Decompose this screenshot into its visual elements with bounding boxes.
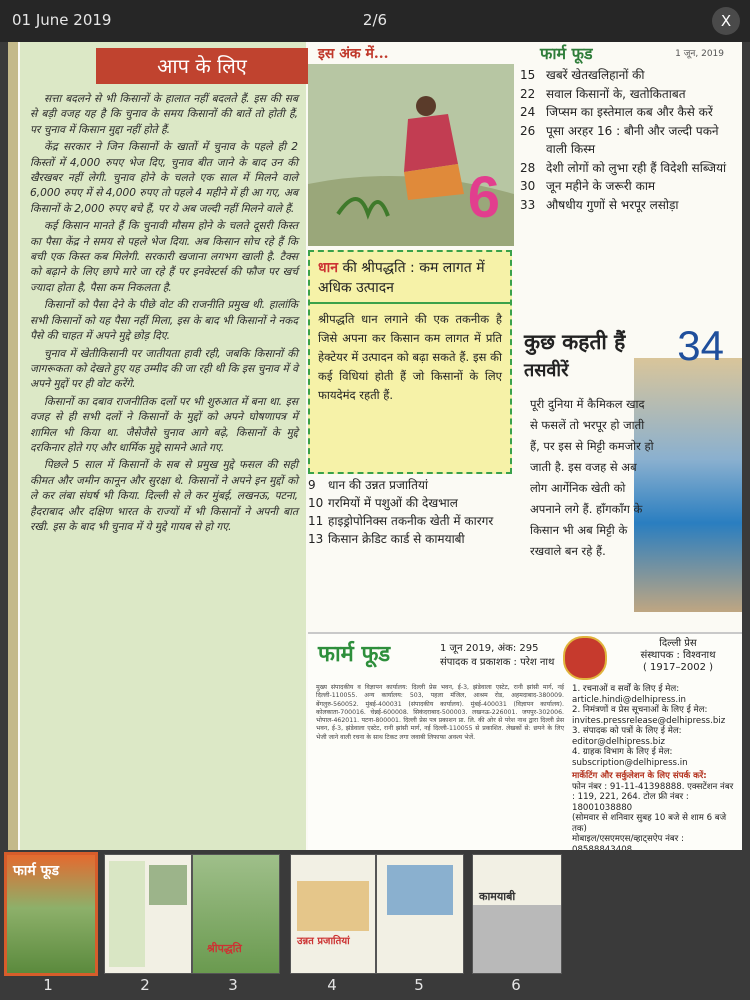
toc-page: 22 bbox=[520, 86, 536, 101]
magazine-page bbox=[8, 42, 742, 850]
publisher-seal-icon bbox=[563, 636, 607, 680]
contents-header bbox=[308, 42, 514, 64]
issue-info: 1 जून 2019, अंक: 295 bbox=[440, 643, 539, 654]
contact-line: editor@delhipress.biz bbox=[572, 736, 665, 747]
contact-line: subscription@delhipress.in bbox=[572, 757, 688, 768]
feature-title bbox=[310, 252, 510, 304]
toc-item[interactable] bbox=[520, 159, 732, 178]
editorial-paragraph: केंद्र सरकार ने जिन किसानों के खातों में चुनाव के पहले ही 2 किस्तों में 4,000 रुपए भेज दिए, चुनाव बीत जाने के बाद उन की खैरखबर नहीं लेगी. चुनाव होने के चलते एक साल में मिलने वाले 6,000 रुपए में से 4,000 रुपए तो पहले 4 महीने में ही आ गए, अब किसानों के 2,000 रुपए बचे हैं, पर ये अब जल्दी नहीं मिलने वाले हैं. bbox=[30, 141, 298, 215]
contents-list-right bbox=[520, 66, 732, 214]
paddy-photo bbox=[308, 64, 514, 246]
contact-line: invites.pressrelease@delhipress.biz bbox=[572, 715, 726, 726]
publisher-info bbox=[618, 638, 738, 674]
toc-title: गरमियों में पशुओं की देखभाल bbox=[328, 496, 458, 510]
thumbnail-label: 1 bbox=[43, 976, 53, 994]
top-bar bbox=[0, 0, 750, 42]
thumbnail-photo bbox=[149, 865, 187, 905]
editorial-paragraph: सत्ता बदलने से भी किसानों के हालात नहीं बदलते हैं. इस की सब से बड़ी वजह यह है कि चुनाव के समय किसानों की बातें तो होती हैं, पर चुनाव में किसान मुद्दा नहीं होते हैं. bbox=[30, 93, 298, 136]
editorial-paragraph: कई किसान मानते हैं कि चुनावी मौसम होने के चलते दूसरी किस्त का पैसा केंद्र ने समय से पहले भेज दिया. अब किसान सोच रहे हैं कि बची एक किस्त कब मिलेगी. सरकारी खजाना लगभग खाली है. टैक्स को बढ़ाने के लिए छापे मारे जा रहे हैं पर इनवेस्टर्स की फौज पर खर्च ज्यादा होता है, पैसा कम निकलता है. bbox=[30, 220, 298, 294]
masthead-date: 1 जून, 2019 bbox=[675, 49, 724, 59]
imprint-box bbox=[308, 632, 742, 852]
toc-item[interactable] bbox=[520, 103, 732, 122]
feature-title-rest: की श्रीपद्धति : कम लागत में अधिक उत्पादन bbox=[318, 260, 485, 296]
toc-title: सवाल किसानों के, खतोकिताबत bbox=[546, 86, 686, 101]
editorial-text bbox=[30, 92, 298, 537]
contact-line: 4. ग्राहक विभाग के लिए ई मेल: bbox=[572, 747, 673, 757]
imprint-logo: फार्म फूड bbox=[318, 642, 391, 667]
contact-line: 2. निमंत्रणों व प्रेस सूचनाओं के लिए ई मेल: bbox=[572, 705, 708, 715]
masthead-right bbox=[520, 42, 742, 64]
marketing-title: मार्केटिंग और सर्कुलेशन के लिए संपर्क करें: bbox=[572, 771, 707, 781]
photo-story-heading: कुछ कहती हैं bbox=[524, 329, 626, 354]
imprint-fine-print: मुख्य संपादकीय व विज्ञापन कार्यालय: दिल्ली प्रेस भवन, ई-3, झंडेवाला एस्टेट, रानी झांसी मार्ग, नई दिल्ली-110055. अन्य कार्यालय: 503, पहला मंजिल, आश्रम रोड, अहमदाबाद-380009. बेंगलुरु-560052. मुंबई-400031 (संपादकीय कार्यालय). मुंबई-400031 (विज्ञापन कार्यालय). कोलकाता-700016. चेन्नई-600008. सिकंदराबाद-500003. लखनऊ-226001. जयपुर-302006. भोपाल-462011. पटना-800001. दिल्ली प्रेस पत्र प्रकाशन प्रा. लि. की ओर से परेश नाथ द्वारा दिल्ली प्रेस भवन, ई-3, झंडेवाला एस्टेट, रानी झांसी मार्ग, नई दिल्ली-110055 से प्रकाशित. लेखकों से: छपने के लिए भेजी जाने वाली रचना के साथ टिकट लगा जवाबी लिफाफा अवश्य भेजें. bbox=[316, 684, 564, 741]
page-indicator: 2/6 bbox=[362, 11, 388, 29]
thumbnail-label: 4 bbox=[327, 976, 337, 994]
toc-title: हाइड्रोपोनिक्स तकनीक खेती में कारगर bbox=[328, 514, 494, 528]
close-button[interactable]: X bbox=[712, 7, 740, 35]
left-edge-strip bbox=[8, 42, 18, 850]
page-number-badge: 6 bbox=[467, 165, 500, 230]
toc-title: औषधीय गुणों से भरपूर लसोड़ा bbox=[546, 197, 679, 212]
publisher-founder: संस्थापक : विश्वनाथ bbox=[640, 650, 716, 661]
toc-title: देशी लोगों को लुभा रही हैं विदेशी सब्जियां bbox=[546, 160, 727, 175]
toc-item[interactable] bbox=[308, 512, 518, 530]
toc-item[interactable] bbox=[308, 530, 518, 548]
photo-story-section[interactable] bbox=[520, 322, 742, 628]
page-thumbnail-3[interactable] bbox=[192, 854, 280, 974]
thumbnail-strip bbox=[0, 850, 750, 1000]
photo-story-subheading: तसवीरें bbox=[524, 360, 569, 381]
toc-title: पूसा अरहर 16 : बौनी और जल्दी पकने वाली किस्म bbox=[546, 123, 719, 156]
thumbnail-title: श्रीपद्धति bbox=[207, 942, 242, 955]
feature-body: श्रीपद्धति धान लगाने की एक तकनीक है जिसे अपना कर किसान कम लागत में प्रति हेक्टेयर में उत्पादन को बढ़ा सकते हैं. इस की कई विधियां होती हैं जो किसानों के लिए फायदेमंद रहती हैं. bbox=[318, 312, 502, 402]
page-thumbnail-5[interactable] bbox=[376, 854, 464, 974]
editorial-column bbox=[20, 42, 306, 850]
contact-line: 1. रचनाओं व सर्वों के लिए ई मेल: bbox=[572, 684, 680, 694]
thumbnail-column bbox=[109, 861, 145, 967]
toc-title: धान की उन्नत प्रजातियां bbox=[328, 478, 429, 492]
toc-item[interactable] bbox=[308, 476, 518, 494]
toc-page: 11 bbox=[308, 514, 324, 528]
page-number-badge: 34 bbox=[677, 322, 724, 369]
toc-page: 28 bbox=[520, 160, 536, 175]
feature-box[interactable] bbox=[308, 250, 512, 474]
editorial-paragraph: पिछले 5 साल में किसानों के सब से प्रमुख मुद्दे फसल की सही कीमत और जमीन कानून और सुरक्षा थे. किसानों ने अपने इन मुद्दों को ले कर लंबा संघर्ष भी किया. दिल्ली से ले कर मुंबई, लखनऊ, पटना, हैदराबाद और दक्षिण भारत के राज्यों में भी किसानों ने अपनी बात रखी. इस के बाद भी चुनाव में ये मुद्दे गायब से हो गए. bbox=[30, 459, 298, 533]
photo-story-text: पूरी दुनिया में कैमिकल खाद से फसलें तो भरपूर हो जाती हैं, पर इस से मिट्टी कमजोर हो जाती है. इस वजह से अब लोग आर्गेनिक खेती को अपनाने लगे हैं. हॉंगकॉंग के किसान भी अब मिट्टी के रखवाले बन रहे हैं. bbox=[530, 397, 654, 558]
toc-item[interactable] bbox=[308, 494, 518, 512]
page-thumbnail-2[interactable] bbox=[104, 854, 192, 974]
brand-logo: फार्म फूड bbox=[540, 44, 593, 63]
toc-title: जून महीने के जरूरी काम bbox=[546, 179, 656, 193]
page-thumbnail-4[interactable] bbox=[290, 854, 376, 974]
thumbnail-label: 5 bbox=[414, 976, 424, 994]
marketing-line: (सोमवार से शनिवार सुबह 10 बजे से शाम 6 बजे तक) bbox=[572, 813, 727, 834]
toc-title: किसान क्रेडिट कार्ड से कामयाबी bbox=[328, 532, 465, 546]
toc-page: 13 bbox=[308, 532, 324, 546]
toc-item[interactable] bbox=[520, 196, 732, 215]
toc-title: जिप्सम का इस्तेमाल कब और कैसे करें bbox=[546, 105, 713, 119]
contents-header-text: इस अंक में... bbox=[318, 46, 389, 62]
thumbnail-photo bbox=[297, 881, 369, 931]
toc-page: 26 bbox=[520, 123, 536, 138]
toc-page: 15 bbox=[520, 68, 536, 82]
toc-page: 30 bbox=[520, 179, 536, 193]
contents-list-middle bbox=[308, 476, 518, 548]
editorial-paragraph: किसानों का दबाव राजनीतिक दलों पर भी शुरुआत में बना था. इस वजह से ही सभी दलों ने किसानों के मुद्दों को अपने घोषणापत्र में शामिल भी किया था. जैसेजैसे चुनाव आगे बढ़े, किसानों के मुद्दे दरकिनार होते गए और धार्मिक मुद्दे सामने आते गए. bbox=[30, 395, 298, 454]
marketing-line: मोबाइल/एसएमएस/व्हाट्सऐप नंबर : bbox=[572, 834, 684, 844]
toc-page: 24 bbox=[520, 105, 536, 119]
thumbnail-title: फार्म फूड bbox=[13, 863, 59, 879]
publisher-name: दिल्ली प्रेस bbox=[659, 638, 697, 649]
toc-page: 10 bbox=[308, 496, 324, 510]
toc-item[interactable] bbox=[520, 66, 732, 85]
toc-item[interactable] bbox=[520, 122, 732, 159]
thumbnail-title: उन्नत प्रजातियां bbox=[297, 936, 350, 947]
issue-date: 01 June 2019 bbox=[12, 11, 112, 29]
thumbnail-title: कामयाबी bbox=[479, 890, 516, 903]
contact-line: 3. संपादक को पत्रों के लिए ई मेल: bbox=[572, 726, 682, 736]
thumbnail-label: 6 bbox=[511, 976, 521, 994]
publisher-years: ( 1917–2002 ) bbox=[642, 662, 714, 673]
page-thumbnail-1[interactable] bbox=[4, 852, 98, 976]
contact-list bbox=[572, 684, 738, 866]
toc-page: 33 bbox=[520, 197, 536, 212]
contact-line: article.hindi@delhipress.in bbox=[572, 694, 686, 705]
toc-item[interactable] bbox=[520, 85, 732, 104]
marketing-line: फोन नंबर : 91-11-41398888. एक्सटेंशन नंबर : 119, 221, 264. टोल फ्री नंबर : 18001038880 bbox=[572, 781, 734, 813]
toc-item[interactable] bbox=[520, 177, 732, 196]
thumbnail-photo bbox=[473, 905, 561, 973]
page-thumbnail-6[interactable] bbox=[472, 854, 562, 974]
editorial-header: आप के लिए bbox=[96, 48, 308, 84]
toc-title: खबरें खेतखलिहानों की bbox=[546, 68, 645, 82]
thumbnail-photo bbox=[387, 865, 453, 915]
editorial-paragraph: चुनाव में खेतीकिसानी पर जातीयता हावी रही, जबकि किसानों की जागरूकता को देखते हुए यह उम्मीद की जा रही थी कि इस चुनाव में वे अपने मुद्दों पर ही वोट करेंगे. bbox=[30, 347, 298, 391]
thumbnail-label: 3 bbox=[228, 976, 238, 994]
editor-info: संपादक व प्रकाशक : परेश नाथ bbox=[440, 657, 555, 668]
editorial-paragraph: किसानों को पैसा देने के पीछे वोट की राजनीति प्रमुख थी. हालांकि सभी किसानों को यह पैसा नहीं मिला, इस के बाद भी किसानों ने नकद पैसे की चाहत में अपने मुद्दे छोड़ दिए. bbox=[30, 299, 298, 343]
toc-page: 9 bbox=[308, 478, 316, 492]
feature-title-bold: धान bbox=[318, 260, 339, 276]
thumbnail-label: 2 bbox=[140, 976, 150, 994]
